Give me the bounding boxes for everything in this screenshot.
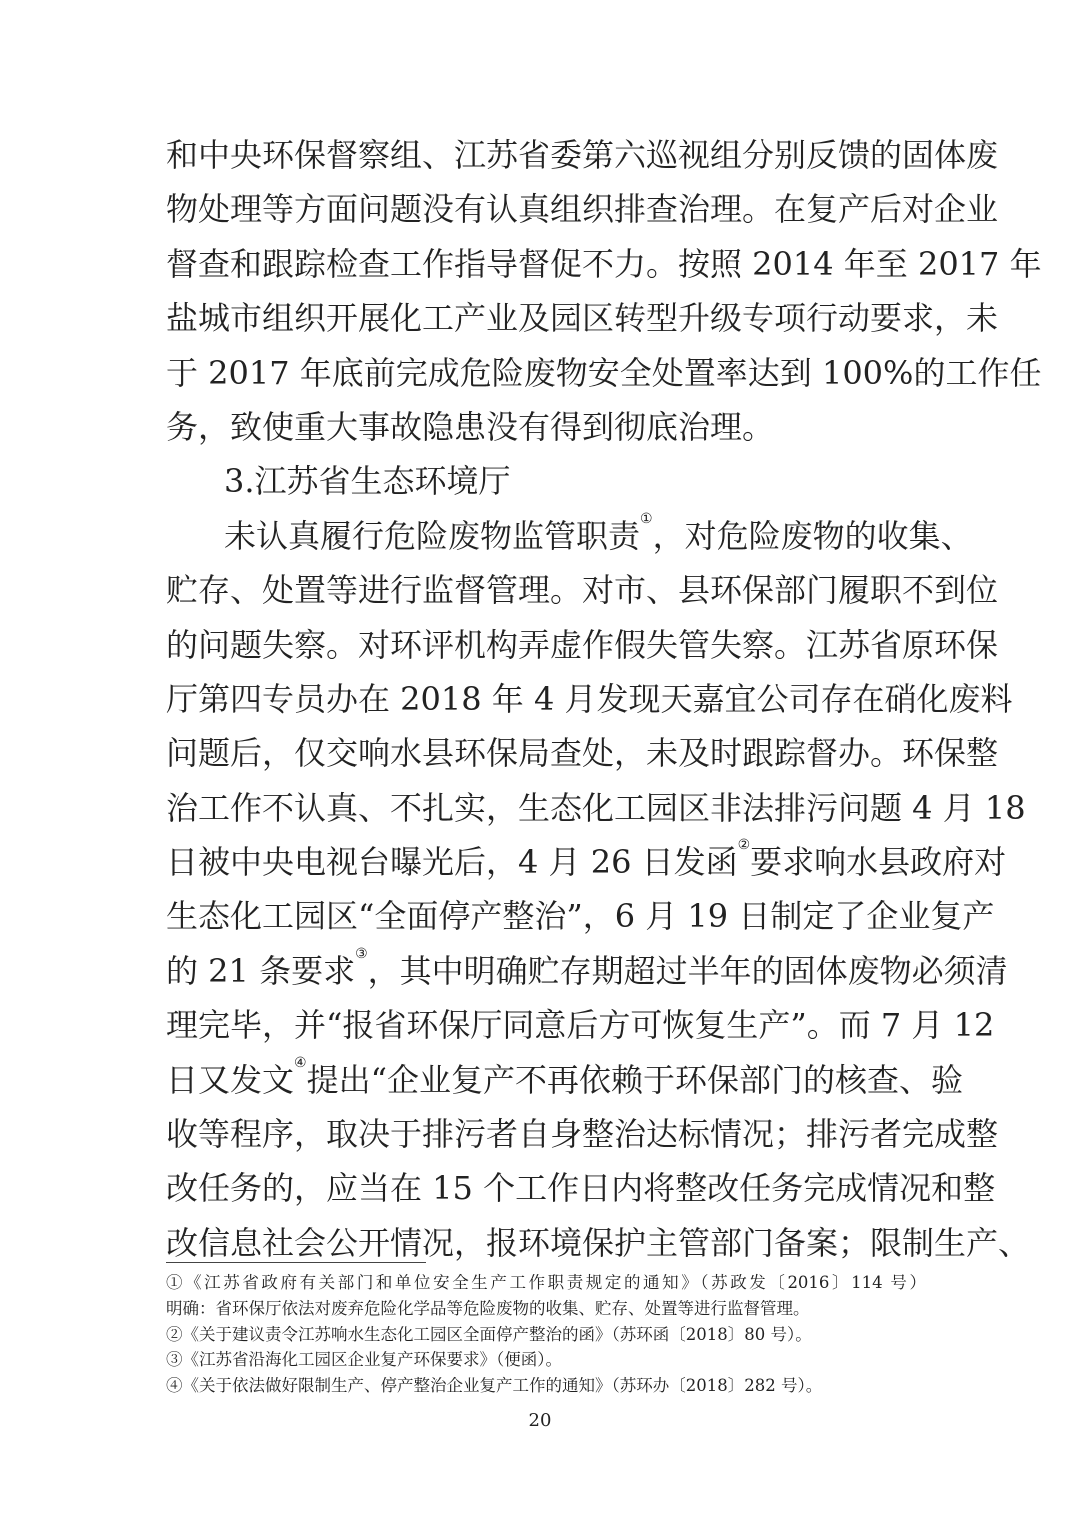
body-text	[166, 128, 1042, 1270]
body-line: 的问题失察。对环评机构弄虚作假失管失察。江苏省原环保	[166, 625, 999, 664]
body-line: 收等程序，取决于排污者自身整治达标情况；排污者完成整	[166, 1115, 999, 1154]
text-run: 未认真履行危险废物监管职责	[224, 516, 641, 555]
footnotes	[166, 1270, 926, 1399]
footnote-ref-2: ②	[737, 837, 751, 854]
footnote-ref-4: ④	[294, 1054, 307, 1071]
page-number: 20	[528, 1410, 552, 1431]
text-run: ，对危险废物的收集、	[652, 516, 973, 555]
body-line: 盐城市组织开展化工产业及园区转型升级专项行动要求，未	[166, 299, 999, 338]
body-line: 理完毕，并“报省环保厅同意后方可恢复生产”。而 7 月 12	[166, 1006, 995, 1045]
body-line: 督查和跟踪检查工作指导督促不力。按照 2014 年至 2017 年	[166, 244, 1042, 283]
text-run: 日又发文	[166, 1060, 295, 1099]
body-line: 治工作不认真、不扎实，生态化工园区非法排污问题 4 月 18	[166, 788, 1026, 827]
footnote-divider	[166, 1262, 426, 1263]
body-line: 和中央环保督察组、江苏省委第六巡视组分别反馈的固体废	[166, 136, 999, 174]
text-run: ，其中明确贮存期超过半年的固体废物必须清	[367, 951, 1008, 990]
body-line	[166, 944, 1008, 998]
body-line	[166, 1053, 963, 1107]
body-line: 务，致使重大事故隐患没有得到彻底治理。	[166, 407, 775, 446]
section-heading: 3.江苏省生态环境厅	[224, 462, 511, 501]
body-line: 物处理等方面问题没有认真组织排查治理。在复产后对企业	[166, 190, 999, 229]
footnote-3: ③《江苏省沿海化工园区企业复产环保要求》（便函）。	[166, 1350, 562, 1370]
text-run: 日被中央电视台曝光后，4 月 26 日发函	[166, 843, 738, 882]
footnote-1-continued: 明确：省环保厅依法对废弃危险化学品等危险废物的收集、贮存、处置等进行监督管理。	[166, 1298, 810, 1318]
body-line: 改任务的，应当在 15 个工作日内将整改任务完成情况和整	[166, 1169, 996, 1208]
body-line: 问题后，仅交响水县环保局查处，未及时跟踪督办。环保整	[166, 734, 999, 773]
text-run: 的 21 条要求	[166, 951, 356, 990]
body-line: 改信息社会公开情况，报环境保护主管部门备案；限制生产、	[166, 1223, 1031, 1262]
text-run: 提出“企业复产不再依赖于环保部门的核查、验	[306, 1060, 963, 1099]
body-line	[166, 509, 973, 563]
body-line: 厅第四专员办在 2018 年 4 月发现天嘉宜公司存在硝化废料	[166, 679, 1013, 718]
body-line	[166, 835, 1007, 889]
footnote-ref-3: ③	[355, 945, 368, 962]
text-run: 要求响水县政府对	[750, 843, 1007, 882]
footnote-1: ①《江苏省政府有关部门和单位安全生产工作职责规定的通知》（苏政发〔2016〕114 号）	[166, 1273, 926, 1292]
body-line: 生态化工园区“全面停产整治”，6 月 19 日制定了企业复产	[166, 897, 995, 936]
footnote-2: ②《关于建议责令江苏响水生态化工园区全面停产整治的函》（苏环函〔2018〕80 号）。	[166, 1324, 812, 1344]
footnote-ref-1: ①	[640, 510, 653, 527]
body-line: 于 2017 年底前完成危险废物安全处置率达到 100%的工作任	[166, 353, 1042, 392]
footnote-4: ④《关于依法做好限制生产、停产整治企业复产工作的通知》（苏环办〔2018〕282 号）。	[166, 1376, 823, 1396]
body-line: 贮存、处置等进行监督管理。对市、县环保部门履职不到位	[166, 571, 999, 610]
